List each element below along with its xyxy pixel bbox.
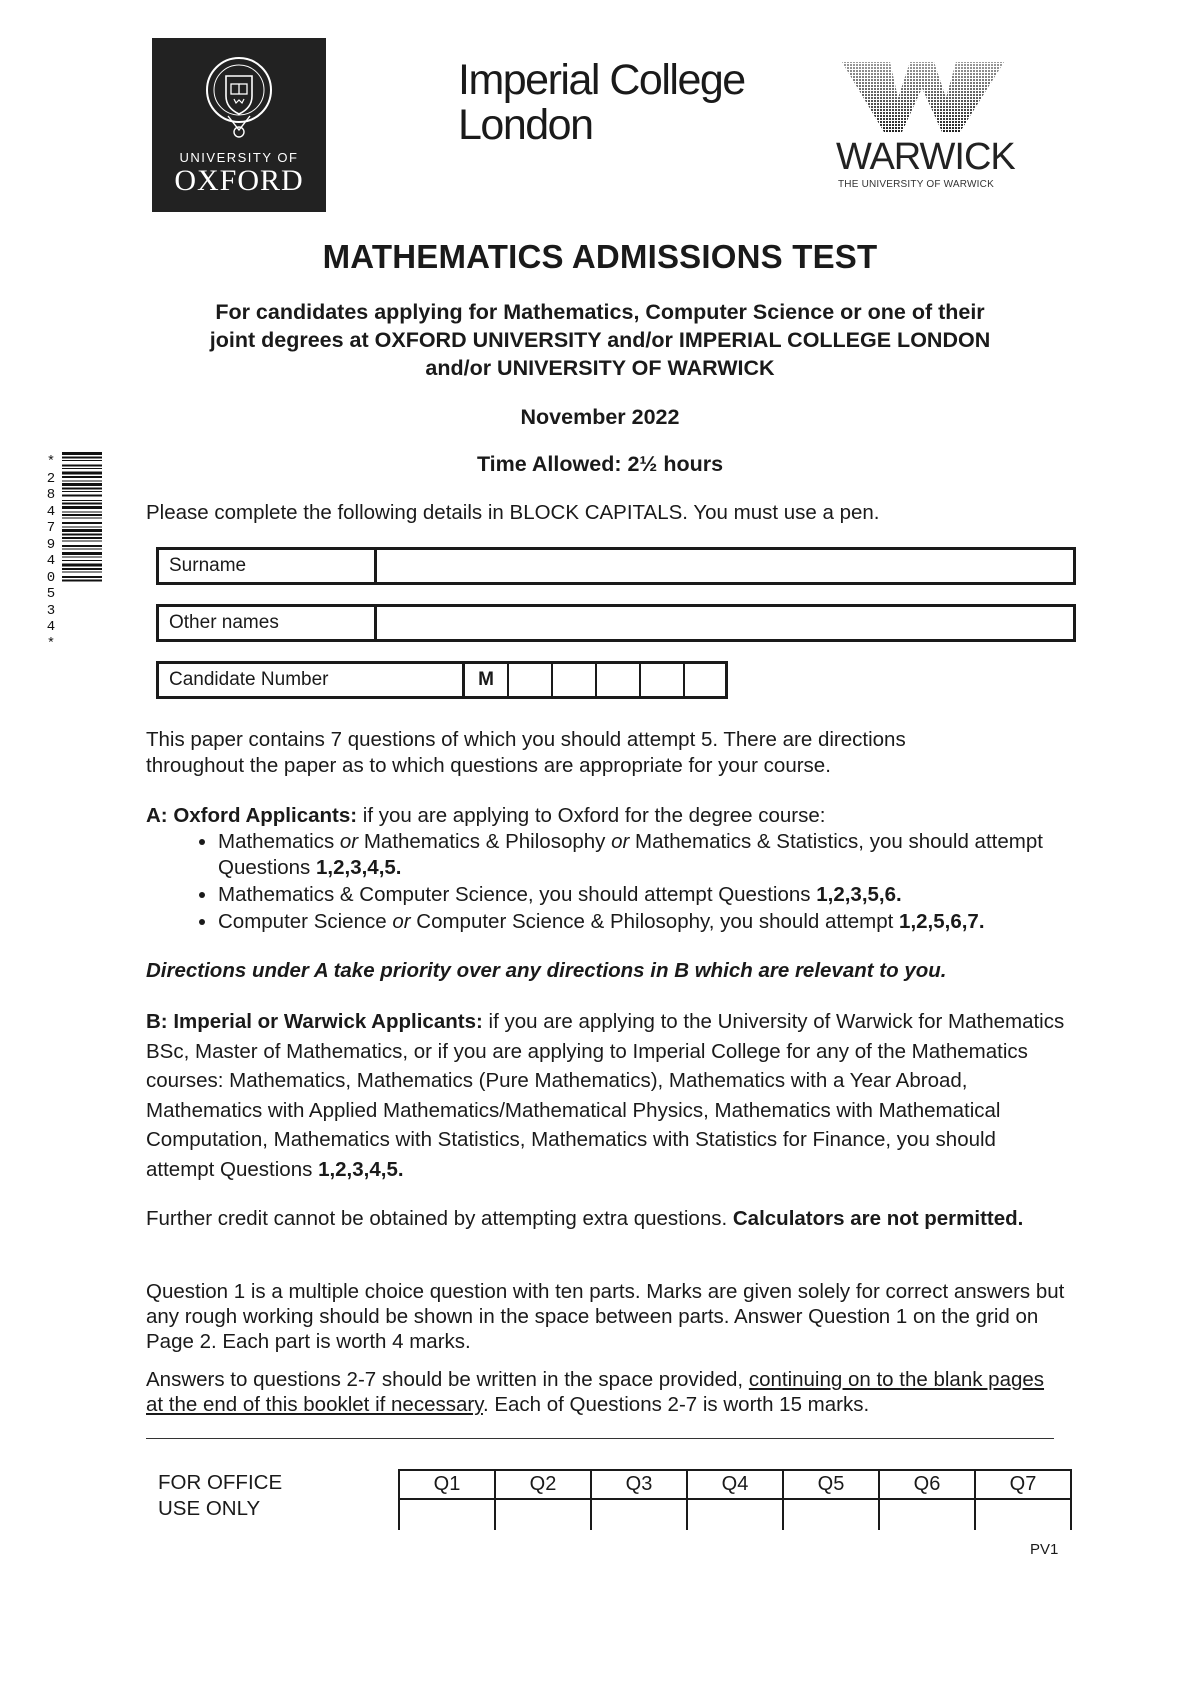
mark-cell[interactable] xyxy=(879,1499,975,1530)
text-italic: or xyxy=(611,830,630,853)
text-line: USE ONLY xyxy=(158,1497,261,1520)
office-marks-table xyxy=(398,1469,1072,1530)
barcode-bar xyxy=(62,460,102,461)
table-header-cell: Q1 xyxy=(399,1470,495,1499)
imperial-logo-line1: Imperial College xyxy=(458,56,745,104)
barcode-digit: 8 xyxy=(46,487,56,503)
barcode-bar xyxy=(62,529,102,532)
barcode-bar xyxy=(62,500,102,501)
barcode-bar xyxy=(62,522,102,524)
barcode-digit: * xyxy=(46,635,56,652)
barcode-digit: 5 xyxy=(46,586,56,602)
candidate-digit-field[interactable] xyxy=(641,664,685,696)
barcode-digit: 4 xyxy=(46,503,56,520)
page-subtitle xyxy=(100,298,1100,382)
mark-cell[interactable] xyxy=(687,1499,783,1530)
candidate-digit-field[interactable] xyxy=(685,664,725,696)
table-row xyxy=(399,1499,1071,1530)
table-header-row xyxy=(399,1470,1071,1499)
table-header-cell: Q6 xyxy=(879,1470,975,1499)
question1-paragraph: Question 1 is a multiple choice question with ten parts. Marks are given solely for correct answers but any rough working should be shown in the space between parts. Answer Question 1 on the grid on Page 2. Each part is worth 4 marks. xyxy=(146,1280,1065,1353)
barcode-bar xyxy=(62,541,102,542)
text: Mathematics xyxy=(218,830,340,853)
text-bold: 1,2,3,4,5. xyxy=(316,856,402,879)
mark-cell[interactable] xyxy=(495,1499,591,1530)
barcode xyxy=(44,452,104,682)
text-line: throughout the paper as to which questions are appropriate for your course. xyxy=(146,754,831,777)
candidate-digit-field[interactable] xyxy=(597,664,641,696)
table-header-cell: Q3 xyxy=(591,1470,687,1499)
heading-bold: A: Oxford Applicants: xyxy=(146,804,358,827)
barcode-bar xyxy=(62,549,102,550)
barcode-bar xyxy=(62,472,102,475)
barcode-bar xyxy=(62,457,102,459)
barcode-bar xyxy=(62,468,102,469)
oxford-name-text: OXFORD xyxy=(174,164,304,197)
barcode-digit: 7 xyxy=(46,520,56,536)
list-item xyxy=(218,909,1098,935)
barcode-bar xyxy=(62,564,102,567)
barcode-bar xyxy=(62,465,102,467)
barcode-bar xyxy=(62,514,102,516)
barcode-bar xyxy=(62,537,102,539)
text-bold: Calculators are not permitted. xyxy=(732,1207,1024,1230)
barcode-bar xyxy=(62,557,102,558)
text: Further credit cannot be obtained by attempting extra questions. xyxy=(146,1207,733,1230)
other-names-field[interactable] xyxy=(377,607,1073,639)
divider xyxy=(146,1438,1054,1439)
text: Answers to questions 2-7 should be written in the space provided, xyxy=(146,1368,749,1391)
barcode-bar xyxy=(62,503,102,505)
barcode-digit: 0 xyxy=(46,569,56,586)
heading-bold: B: Imperial or Warwick Applicants: xyxy=(146,1010,483,1033)
page-code: PV1 xyxy=(1030,1541,1059,1558)
answers-paragraph xyxy=(146,1367,1066,1417)
barcode-bar xyxy=(62,518,102,519)
barcode-bar xyxy=(62,560,102,561)
further-credit-paragraph xyxy=(146,1206,1066,1231)
text-bold: 1,2,5,6,7. xyxy=(899,910,985,933)
barcode-digit: 4 xyxy=(46,553,56,569)
page-title: MATHEMATICS ADMISSIONS TEST xyxy=(322,238,878,275)
barcode-bar xyxy=(62,572,102,573)
mark-cell[interactable] xyxy=(399,1499,495,1530)
barcode-bar xyxy=(62,452,102,455)
paper-description xyxy=(146,727,1066,779)
table-header-cell: Q7 xyxy=(975,1470,1071,1499)
surname-label: Surname xyxy=(159,550,377,582)
text-underlined: continuing on to the blank pages at the end of this booklet if necessary xyxy=(146,1368,1045,1416)
table-header-cell: Q4 xyxy=(687,1470,783,1499)
surname-row xyxy=(156,547,1076,585)
text: Mathematics & Statistics, you should attempt Questions xyxy=(218,830,1043,879)
barcode-bar xyxy=(62,506,102,509)
candidate-number-label: Candidate Number xyxy=(159,664,465,696)
barcode-bar xyxy=(62,481,102,482)
barcode-bar xyxy=(62,576,102,578)
barcode-bar xyxy=(62,580,102,582)
barcode-bar xyxy=(62,545,102,547)
oxford-univ-of-text: UNIVERSITY OF xyxy=(179,150,299,165)
barcode-digit: 2 xyxy=(46,470,56,487)
mark-cell[interactable] xyxy=(591,1499,687,1530)
oxford-logo xyxy=(152,38,326,212)
barcode-bar xyxy=(62,552,102,555)
imperial-logo xyxy=(458,58,778,148)
table-header-cell: Q2 xyxy=(495,1470,591,1499)
form-instruction: Please complete the following details in BLOCK CAPITALS. You must use a pen. xyxy=(146,501,880,524)
barcode-digit: 9 xyxy=(46,536,56,553)
barcode-digit: 4 xyxy=(46,619,56,635)
subtitle-line: and/or UNIVERSITY OF WARWICK xyxy=(425,356,775,380)
text-line: This paper contains 7 questions of which you should attempt 5. There are directions xyxy=(146,728,906,751)
barcode-bar xyxy=(62,527,102,528)
text: if you are applying to the University of Warwick for Mathematics BSc, Master of Mathematics, or if you are applying to Imperial College for any of the Mathematics courses: Mathematics, Mathematics (Pure Mathematics), Mathematics with a Year Abroad, Mathematics with Applied Mathematics/Mathematical Physics, Mathematics with Mathematical Computation, Mathematics with Statistics, Mathematics with Statistics for Finance, you should attempt Questions xyxy=(146,1010,1065,1181)
candidate-number-row xyxy=(156,661,728,699)
barcode-bar xyxy=(62,491,102,492)
text-italic: or xyxy=(339,830,359,853)
subtitle-line: For candidates applying for Mathematics, Computer Science or one of their xyxy=(215,300,985,324)
barcode-bars-icon xyxy=(62,452,102,682)
warwick-mark-icon xyxy=(832,58,1032,138)
priority-directions: Directions under A take priority over any directions in B which are relevant to you. xyxy=(146,959,947,982)
barcode-bar xyxy=(62,568,102,570)
barcode-digit: 3 xyxy=(46,602,56,619)
office-use-label xyxy=(158,1470,282,1522)
text: Mathematics & Computer Science, you should attempt Questions xyxy=(218,883,817,906)
oxford-crest-icon xyxy=(204,50,274,142)
table-header-cell: Q5 xyxy=(783,1470,879,1499)
other-names-label: Other names xyxy=(159,607,377,639)
mark-cell[interactable] xyxy=(783,1499,879,1530)
text-italic: or xyxy=(392,910,411,933)
list-item xyxy=(218,882,1098,908)
text: Mathematics & Philosophy xyxy=(358,830,612,853)
text: . Each of Questions 2-7 is worth 15 marks. xyxy=(482,1393,870,1416)
barcode-bar xyxy=(62,534,102,536)
text-bold: 1,2,3,4,5. xyxy=(318,1157,404,1181)
other-names-row xyxy=(156,604,1076,642)
list-item xyxy=(218,829,1098,881)
imperial-logo-line2: London xyxy=(458,101,593,149)
warwick-logo xyxy=(832,58,1032,198)
time-allowed: Time Allowed: 2½ hours xyxy=(476,452,724,476)
mark-cell[interactable] xyxy=(975,1499,1071,1530)
oxford-course-list xyxy=(190,829,1098,936)
text-line: FOR OFFICE xyxy=(158,1471,283,1494)
barcode-bar xyxy=(62,483,102,486)
warwick-subtitle-text: THE UNIVERSITY OF WARWICK xyxy=(838,179,994,190)
subtitle-line: joint degrees at OXFORD UNIVERSITY and/or IMPERIAL COLLEGE LONDON xyxy=(209,328,991,352)
barcode-bar xyxy=(62,495,102,497)
heading-text: if you are applying to Oxford for the degree course: xyxy=(357,804,826,827)
barcode-digit: * xyxy=(46,454,56,470)
barcode-bar xyxy=(62,476,102,478)
oxford-applicants-heading xyxy=(146,803,1066,829)
candidate-digit-field[interactable] xyxy=(509,664,553,696)
text: Computer Science xyxy=(218,910,393,933)
imperial-warwick-paragraph xyxy=(146,1007,1066,1184)
exam-date: November 2022 xyxy=(520,405,680,429)
barcode-digits xyxy=(44,454,58,652)
text-bold: 1,2,3,5,6. xyxy=(816,883,902,906)
barcode-bar xyxy=(62,512,102,513)
barcode-bar xyxy=(62,488,102,490)
surname-field[interactable] xyxy=(377,550,1073,582)
text: Computer Science & Philosophy, you should attempt xyxy=(410,910,900,933)
candidate-digit-field[interactable] xyxy=(553,664,597,696)
candidate-prefix: M xyxy=(465,664,509,696)
warwick-name-text: WARWICK xyxy=(836,136,1015,178)
